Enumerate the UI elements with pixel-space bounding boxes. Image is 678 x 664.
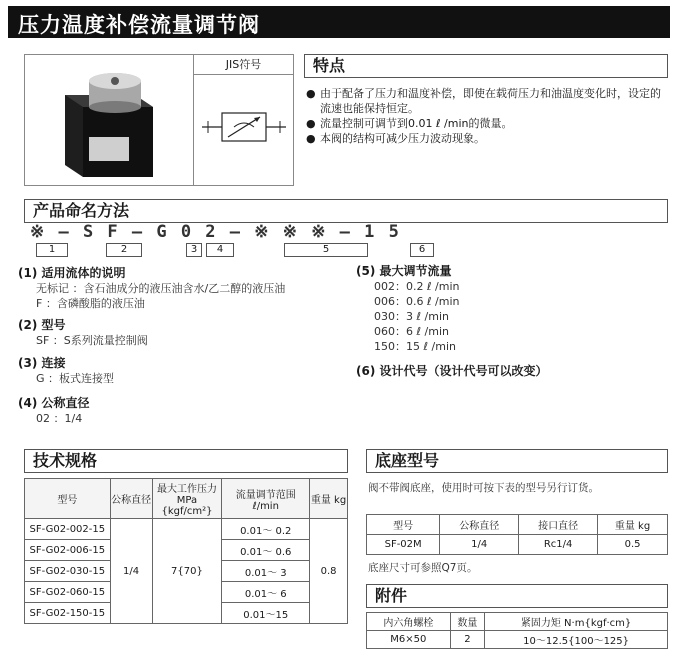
range-cell: 0.01～ 0.2 xyxy=(222,519,310,540)
model-cell: SF-G02-030-15 xyxy=(25,561,111,582)
range-cell: 0.01～ 0.6 xyxy=(222,540,310,561)
code-index: 1 xyxy=(36,243,68,257)
base-heading: 底座型号 xyxy=(366,449,668,473)
features-heading: 特点 xyxy=(304,54,668,78)
model-cell: SF-G02-150-15 xyxy=(25,603,111,624)
product-figure xyxy=(24,54,294,186)
col-header: 重量 kg xyxy=(310,479,348,519)
flow-valve-symbol-icon xyxy=(194,75,294,183)
def-heading: (4) 公称直径 xyxy=(18,396,90,410)
def-line: 02 ：1/4 xyxy=(36,412,83,425)
weight-cell: 0.8 xyxy=(310,519,348,624)
accessory-cell: M6×50 xyxy=(367,631,451,649)
col-header: 内六角螺栓 xyxy=(367,613,451,631)
base-cell: Rc1/4 xyxy=(519,535,598,555)
model-cell: SF-G02-002-15 xyxy=(25,519,111,540)
base-cell: 0.5 xyxy=(598,535,668,555)
base-cell: 1/4 xyxy=(440,535,519,555)
range-cell: 0.01～ 6 xyxy=(222,582,310,603)
col-header: 型号 xyxy=(25,479,111,519)
model-code: ※ — S F — G 0 2 — ※ ※ ※ — 1 5 xyxy=(30,222,401,242)
def-heading: (2) 型号 xyxy=(18,318,66,332)
def-line: 060：6 ℓ /min xyxy=(374,325,449,338)
range-cell: 0.01～15 xyxy=(222,603,310,624)
def-heading: (6) 设计代号（设计代号可以改变） xyxy=(356,364,548,378)
specs-heading: 技术规格 xyxy=(24,449,348,473)
model-cell: SF-G02-006-15 xyxy=(25,540,111,561)
diameter-cell: 1/4 xyxy=(110,519,152,624)
col-header: 公称直径 xyxy=(110,479,152,519)
feature-item: ● 由于配备了压力和温度补偿，即使在载荷压力和油温度变化时，设定的流速也能保持恒定。 xyxy=(306,86,666,116)
col-header: 流量调节范围 ℓ/min xyxy=(222,479,310,519)
base-footnote: 底座尺寸可参照Q7页。 xyxy=(368,562,478,574)
code-index: 2 xyxy=(106,243,142,257)
accessory-table xyxy=(366,612,668,649)
page-title: 压力温度补偿流量调节阀 xyxy=(18,13,260,37)
code-index: 3 xyxy=(186,243,202,257)
col-header: 数量 xyxy=(450,613,484,631)
col-header: 最大工作压力 MPa {kgf/cm²} xyxy=(152,479,222,519)
col-header: 紧固力矩 N·m{kgf·cm} xyxy=(485,613,668,631)
specs-table xyxy=(24,478,348,624)
feature-item: ● 本阀的结构可减少压力波动现象。 xyxy=(306,131,666,146)
col-header: 重量 kg xyxy=(598,515,668,535)
def-line: SF ：S系列流量控制阀 xyxy=(36,334,148,347)
accessory-cell: 2 xyxy=(450,631,484,649)
accessory-cell: 10～12.5{100～125} xyxy=(485,631,668,649)
naming-def-6 xyxy=(356,364,656,379)
jis-symbol-panel xyxy=(193,55,293,185)
title-bar xyxy=(8,6,670,38)
naming-def-2 xyxy=(18,318,348,348)
def-line: 006：0.6 ℓ /min xyxy=(374,295,460,308)
base-note: 阀不带阀底座，使用时可按下表的型号另行订货。 xyxy=(368,482,599,494)
naming-def-1 xyxy=(18,266,348,311)
model-cell: SF-G02-060-15 xyxy=(25,582,111,603)
def-heading: (5) 最大调节流量 xyxy=(356,264,452,278)
naming-heading: 产品命名方法 xyxy=(24,199,668,223)
product-photo xyxy=(25,55,193,185)
jis-label: JIS符号 xyxy=(194,55,293,75)
def-line: G ：板式连接型 xyxy=(36,372,115,385)
code-index: 6 xyxy=(410,243,434,257)
code-index: 5 xyxy=(284,243,368,257)
def-line: 无标记 ：含石油成分的液压油含水/乙二醇的液压油 xyxy=(36,282,286,295)
def-line: F ：含磷酸脂的液压油 xyxy=(36,297,145,310)
def-line: 030：3 ℓ /min xyxy=(374,310,449,323)
naming-def-3 xyxy=(18,356,348,386)
col-header: 接口直径 xyxy=(519,515,598,535)
base-table xyxy=(366,514,668,555)
naming-def-4 xyxy=(18,396,348,426)
range-cell: 0.01～ 3 xyxy=(222,561,310,582)
def-heading: (1) 适用流体的说明 xyxy=(18,266,126,280)
accessory-heading: 附件 xyxy=(366,584,668,608)
code-index: 4 xyxy=(206,243,234,257)
features-list xyxy=(306,86,666,146)
col-header: 公称直径 xyxy=(440,515,519,535)
base-cell: SF-02M xyxy=(367,535,440,555)
def-heading: (3) 连接 xyxy=(18,356,66,370)
def-line: 002：0.2 ℓ /min xyxy=(374,280,460,293)
pressure-cell: 7{70} xyxy=(152,519,222,624)
def-line: 150：15 ℓ /min xyxy=(374,340,456,353)
feature-item: ● 流量控制可调节到0.01 ℓ /min的微量。 xyxy=(306,116,666,131)
col-header: 型号 xyxy=(367,515,440,535)
naming-def-5 xyxy=(356,264,656,354)
